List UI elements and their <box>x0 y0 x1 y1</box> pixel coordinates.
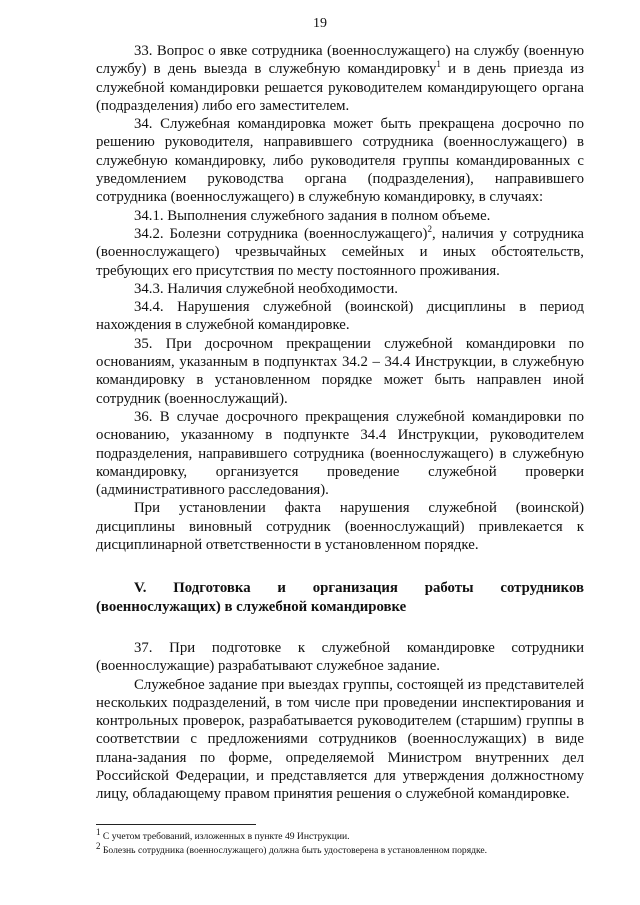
paragraph-37-continued: Служебное задание при выездах группы, состоящей из представителей нескольких подразделений, в том числе при проведении инспектирования и контрольных проверок, разрабатывается руководителем (старшим) группы в соответствии с предложениями сотрудников (военнослужащих) в виде плана-задания по форме, определяемой Министром внутренних дел Российской Федерации, и представляется для утверждения должностному лицу, обладающему правом принятия решения о служебной командировке. <box>96 676 584 803</box>
paragraph-34-3: 34.3. Наличия служебной необходимости. <box>134 280 398 297</box>
paragraph-37: 37. При подготовке к служебной командировке сотрудники (военнослужащие) разрабатывают служебное задание. <box>96 639 584 675</box>
paragraph-34-2: 34.2. Болезни сотрудника (военнослужащего)$^2$, наличия у сотрудника (военнослужащего) чрезвычайных семейных и иных обстоятельств, требующих его присутствия по месту постоянного проживания. <box>96 224 584 279</box>
paragraph-34-4: 34.4. Нарушения служебной (воинской) дисциплины в период нахождения в служебной командировке. <box>96 299 584 334</box>
section-heading-line2: (военнослужащих) в служебной командировке <box>96 598 407 615</box>
section-heading <box>96 579 584 616</box>
paragraph-33: 33. Вопрос о явке сотрудника (военнослужащего) на службу (военную службу) в день выезда в служебную командировку$^1$ и в день приезда из служебной командировки решается руководителем командирующего органа (подразделения) либо его заместителем. <box>96 43 584 114</box>
footnote-divider <box>96 824 256 825</box>
footnote-1: $^1$ С учетом требований, изложенных в пункте 49 Инструкции. <box>96 826 350 842</box>
section-heading-line1: V. Подготовка и организация работы сотрудников <box>134 580 584 597</box>
paragraph-34: 34. Служебная командировка может быть прекращена досрочно по решению руководителя, направившего сотрудника (военнослужащего) в служебную командировку, либо руководителя группы командированных с уведомлением руководства органа (подразделения), направившего сотрудника (военнослужащего) в служебную командировку, в случаях: <box>96 116 584 206</box>
page-number: 19 <box>313 16 327 31</box>
footnotes <box>96 826 584 858</box>
footnote-2: $^2$ Болезнь сотрудника (военнослужащего) должна быть удостоверена в установленном порядке. <box>96 840 488 856</box>
paragraph-36: 36. В случае досрочного прекращения служебной командировки по основанию, указанному в подпункте 34.4 Инструкции, руководителем подразделения, направившего сотрудника (военнослужащего) в служебную командировку, организуется проведение служебной проверки (административного расследования). <box>96 408 584 499</box>
document-body <box>96 42 584 804</box>
paragraph-36-continued: При установлении факта нарушения служебной (воинской) дисциплины виновный сотрудник (военнослужащий) привлекается к дисциплинарной ответственности в установленном порядке. <box>96 500 584 554</box>
footnote-ref-2: 2 <box>427 224 432 235</box>
paragraph-34-1: 34.1. Выполнения служебного задания в полном объеме. <box>134 207 491 224</box>
footnote-ref-1: 1 <box>436 59 441 70</box>
paragraph-35: 35. При досрочном прекращении служебной командировки по основаниям, указанным в подпунктах 34.2 – 34.4 Инструкции, в служебную командировку в установленном порядке может быть направлен иной сотрудник (военнослужащий). <box>96 335 584 407</box>
